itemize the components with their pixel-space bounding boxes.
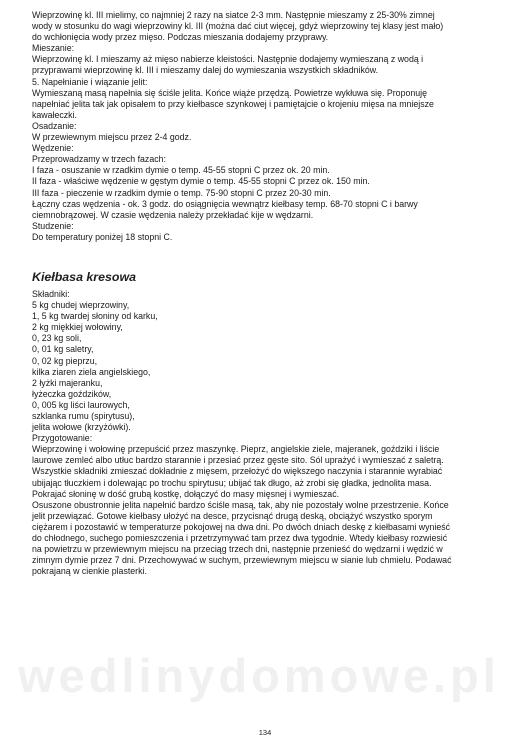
recipe-text-line: jelit przewiązać. Gotowe kiełbasy ułożyć na desce, przycisnąć drugą deską, obciążyć wszystko sporym — [32, 510, 433, 521]
recipe-text-line: jelita wołowe (krzyżówki). — [32, 422, 131, 433]
section-kielbasa-kresowa — [32, 289, 502, 577]
recipe-text-line: Wieprzowinę i wołowinę przepuścić przez maszynkę. Pieprz, angielskie ziele, majeranek, goździki i liście — [32, 444, 440, 455]
text-line: Wędzenie: — [32, 143, 74, 154]
recipe-title: Kiełbasa kresowa — [32, 269, 137, 284]
recipe-text-line: szklanka rumu (spirytusu), — [32, 411, 135, 421]
text-line: Studzenie: — [32, 220, 74, 231]
recipe-text-line: Przygotowanie: — [32, 433, 93, 444]
text-line: przyprawami wieprzowinę kl. III i mieszamy dalej do wymieszania wszystkich składników. — [32, 65, 379, 76]
recipe-text-line: Osuszone obustronnie jelita napełnić bardzo ściśle masą, tak, aby nie pozostały wolne przestrzenie. Końce — [32, 499, 449, 510]
text-line: III faza - pieczenie w rzadkim dymie o temp. 75-90 stopni C przez 20-30 min. — [32, 187, 331, 198]
text-line: W przewiewnym miejscu przez 2-4 godz. — [32, 132, 192, 143]
text-line: Wieprzowinę kl. I mieszamy aż mięso nabierze kleistości. Następnie dodajemy wymieszaną z wodą i — [32, 54, 424, 65]
text-line: Osadzanie: — [32, 120, 77, 131]
recipe-text-line: 0, 23 kg soli, — [32, 333, 82, 344]
recipe-text-line: 1, 5 kg twardej słoniny od karku, — [32, 311, 158, 322]
text-line: ciemnobrązowej. W czasie wędzenia należy przekładać kije w wędzarni. — [32, 209, 314, 220]
text-line: kawałeczki. — [32, 109, 77, 120]
recipe-text-line: łyżeczka goździków, — [32, 388, 112, 399]
recipe-text-line: 0, 02 kg pieprzu, — [32, 355, 98, 366]
text-line: wody w stosunku do wagi wieprzowiny kl. III (można dać ciut więcej, gdyż wieprzowiny tej klasy jest mało) — [32, 21, 444, 32]
recipe-text-line: 5 kg chudej wieprzowiny, — [32, 300, 130, 311]
text-line: II faza - właściwe wędzenie w gęstym dymie o temp. 45-55 stopni C przez ok. 150 min. — [32, 176, 370, 187]
recipe-text-line: 2 łyżki majeranku, — [32, 377, 103, 388]
text-line: Mieszanie: — [32, 43, 75, 54]
recipe-text-line: na powietrzu w przewiewnym miejscu na przeciąg trzech dni, następnie przenieść do wędzarni i wędzić w — [32, 544, 443, 555]
recipe-text-line: do chłodnego, suchego pomieszczenia i przetrzymywać tam przez dwa tygodnie. Wtedy kiełbasy rozwiesić — [32, 533, 448, 544]
recipe-text-line: 2 kg miękkiej wołowiny, — [32, 322, 123, 333]
text-line: I faza - osuszanie w rzadkim dymie o temp. 45-55 stopni C przez ok. 20 min. — [32, 165, 330, 176]
text-line: 5. Napełnianie i wiązanie jelit: — [32, 76, 148, 87]
section-sausage-instructions — [32, 10, 502, 243]
recipe-text-line: ciężarem i pozostawić w temperaturze pokojowej na dwa dni. Po dwóch dniach deskę z kiełbasami wynieść — [32, 521, 451, 532]
recipe-text-line: laurowe zemleć albo utłuc bardzo starannie i przesiać przez gęste sito. Sól uprażyć i wymieszać z saletrą. — [32, 455, 444, 466]
text-line: napełniać jelita tak jak opisałem to przy kiełbasce szynkowej i pamiętajcie o krojeniu mięsa na mniejsze — [32, 98, 434, 109]
text-line: Łączny czas wędzenia - ok. 3 godz. do osiągnięcia wewnątrz kiełbasy temp. 68-70 stopni C i barwy — [32, 198, 418, 209]
recipe-text-line: zimnym dymie przez 7 dni. Przechowywać w suchym, przewiewnym miejscu w sianie lub chmielu. Podawać — [32, 555, 452, 566]
recipe-text-line: pokrajaną w cienkie plasterki. — [32, 566, 147, 577]
text-line: Do temperatury poniżej 18 stopni C. — [32, 231, 173, 242]
text-line: Przeprowadzamy w trzech fazach: — [32, 154, 166, 165]
recipe-text-line: kilka ziaren ziela angielskiego, — [32, 366, 151, 377]
recipe-text-line: 0, 01 kg saletry, — [32, 344, 94, 355]
text-line: Wymieszaną masą napełnia się ściśle jelita. Końce wiąże przędzą. Powietrze wykłuwa się. Proponuję — [32, 87, 427, 98]
recipe-text-line: Pokrajać słoninę w dość grubą kostkę, dołączyć do masy mięsnej i wymieszać. — [32, 488, 340, 499]
text-line: do wchłonięcia wody przez mięso. Podczas mieszania dodajemy przyprawy. — [32, 32, 329, 43]
recipe-text-line: ubijając tłuczkiem i dolewając po trochu spirytusu; ubijać tak długo, aż zrobi się gładka, jednolita masa. — [32, 477, 432, 488]
page-number: 134 — [258, 728, 272, 737]
watermark: wedlinydomowe.pl — [18, 649, 500, 702]
text-line: Wieprzowinę kl. III mielimy, co najmniej 2 razy na siatce 2-3 mm. Następnie mieszamy z 25-30% zimnej — [32, 10, 435, 20]
recipe-text-line: Składniki: — [32, 288, 70, 299]
recipe-text-line: 0, 005 kg liści laurowych, — [32, 399, 130, 410]
document-page — [32, 10, 502, 577]
recipe-text-line: Wszystkie składniki zmieszać dokładnie z mięsem, przełożyć do większego naczynia i starannie wyrabiać — [32, 466, 443, 477]
